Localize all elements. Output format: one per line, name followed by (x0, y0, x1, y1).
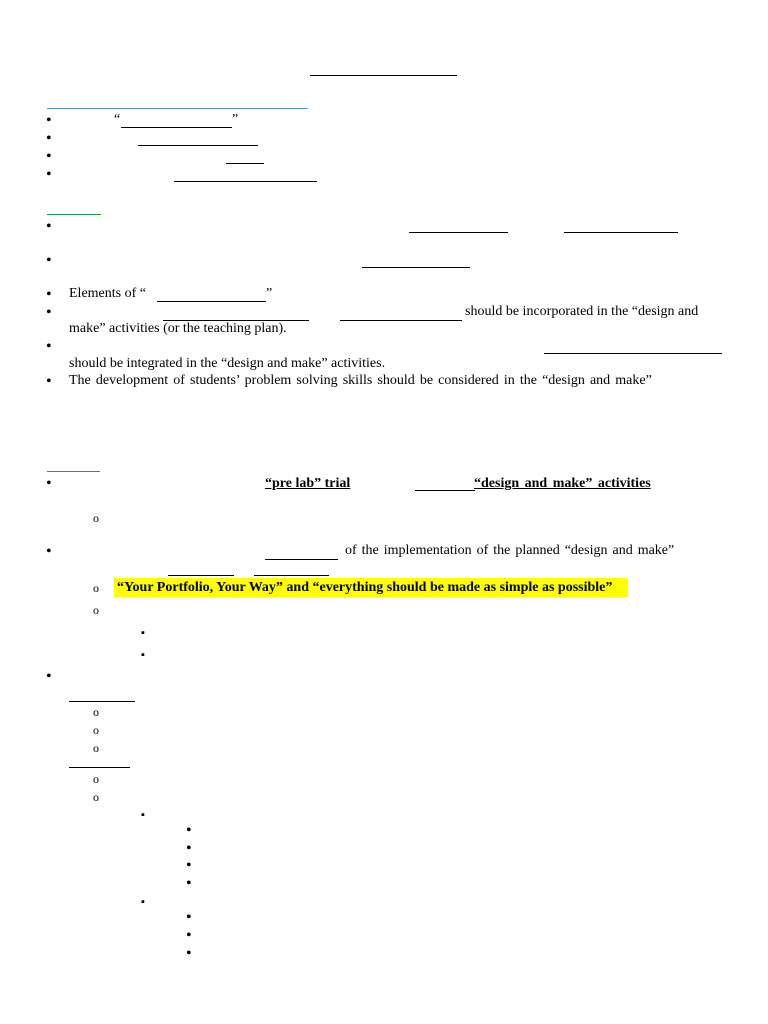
pre-lab-trial: “pre lab” trial (265, 476, 351, 491)
incorporated-cont: make” activities (or the teaching plan). (69, 321, 287, 336)
bullet-disc (186, 946, 192, 962)
bullet-disc (186, 841, 192, 857)
blank-underline (157, 301, 266, 302)
bullet-square (141, 646, 145, 663)
bullet-disc (46, 131, 52, 147)
title-underline (310, 75, 457, 76)
bullet-disc (186, 858, 192, 874)
bullet-disc (186, 823, 192, 839)
problem-solving-text: The development of students’ problem solving skills should be considered in the “design and make” (69, 373, 652, 388)
bullet-circle (93, 602, 99, 618)
bullet-disc (186, 876, 192, 892)
bullet-disc (186, 928, 192, 944)
bullet-disc (46, 374, 52, 390)
blank-underline (362, 267, 470, 268)
blank-underline (340, 320, 462, 321)
bullet-disc (46, 476, 52, 492)
bullet-disc (46, 544, 52, 560)
blank-underline (564, 232, 678, 233)
design-make-activities: “design and make” activities (474, 476, 651, 491)
blank-underline (121, 127, 232, 128)
elements-close: ” (266, 286, 273, 301)
bullet-circle (93, 740, 99, 756)
bullet-disc (46, 167, 52, 183)
bullet-square (141, 893, 145, 910)
blank-underline (226, 163, 264, 164)
bullet-circle (93, 580, 99, 596)
bullet-disc (46, 287, 52, 303)
bullet-disc (46, 219, 52, 235)
bullet-circle (93, 510, 99, 526)
bullet-circle (93, 704, 99, 720)
bullet-disc (46, 253, 52, 269)
bullet-disc (46, 305, 52, 321)
quote-open: “ (114, 112, 121, 127)
bullet-disc (46, 669, 52, 685)
bullet-disc (46, 339, 52, 355)
blank-underline (168, 575, 234, 576)
blank-underline (254, 575, 329, 576)
section1-heading-underline (47, 108, 308, 109)
section2-heading-underline (47, 214, 101, 215)
blank-underline (138, 145, 258, 146)
incorporated-text: should be incorporated in the “design and (465, 304, 699, 319)
bullet-circle (93, 722, 99, 738)
bullet-square (141, 624, 145, 641)
bullet-circle (93, 789, 99, 805)
bullet-disc (46, 149, 52, 165)
bullet-square (141, 806, 145, 823)
bullet-disc (186, 910, 192, 926)
bullet-circle (93, 771, 99, 787)
blank-underline (69, 767, 130, 768)
blank-underline (69, 701, 135, 702)
blank-underline (174, 181, 317, 182)
blank-underline (265, 559, 338, 560)
integrated-text: should be integrated in the “design and make” activities. (69, 356, 386, 371)
blank-underline (415, 490, 475, 491)
highlight-text: “Your Portfolio, Your Way” and “everything should be made as simple as possible” (114, 578, 628, 597)
elements-text: Elements of “ (69, 286, 146, 301)
section3-heading-underline (47, 471, 100, 472)
blank-underline (544, 353, 722, 354)
quote-close: ” (232, 112, 239, 127)
implementation-text: of the implementation of the planned “design and make” (345, 543, 675, 558)
blank-underline (409, 232, 508, 233)
bullet-disc (46, 113, 52, 129)
